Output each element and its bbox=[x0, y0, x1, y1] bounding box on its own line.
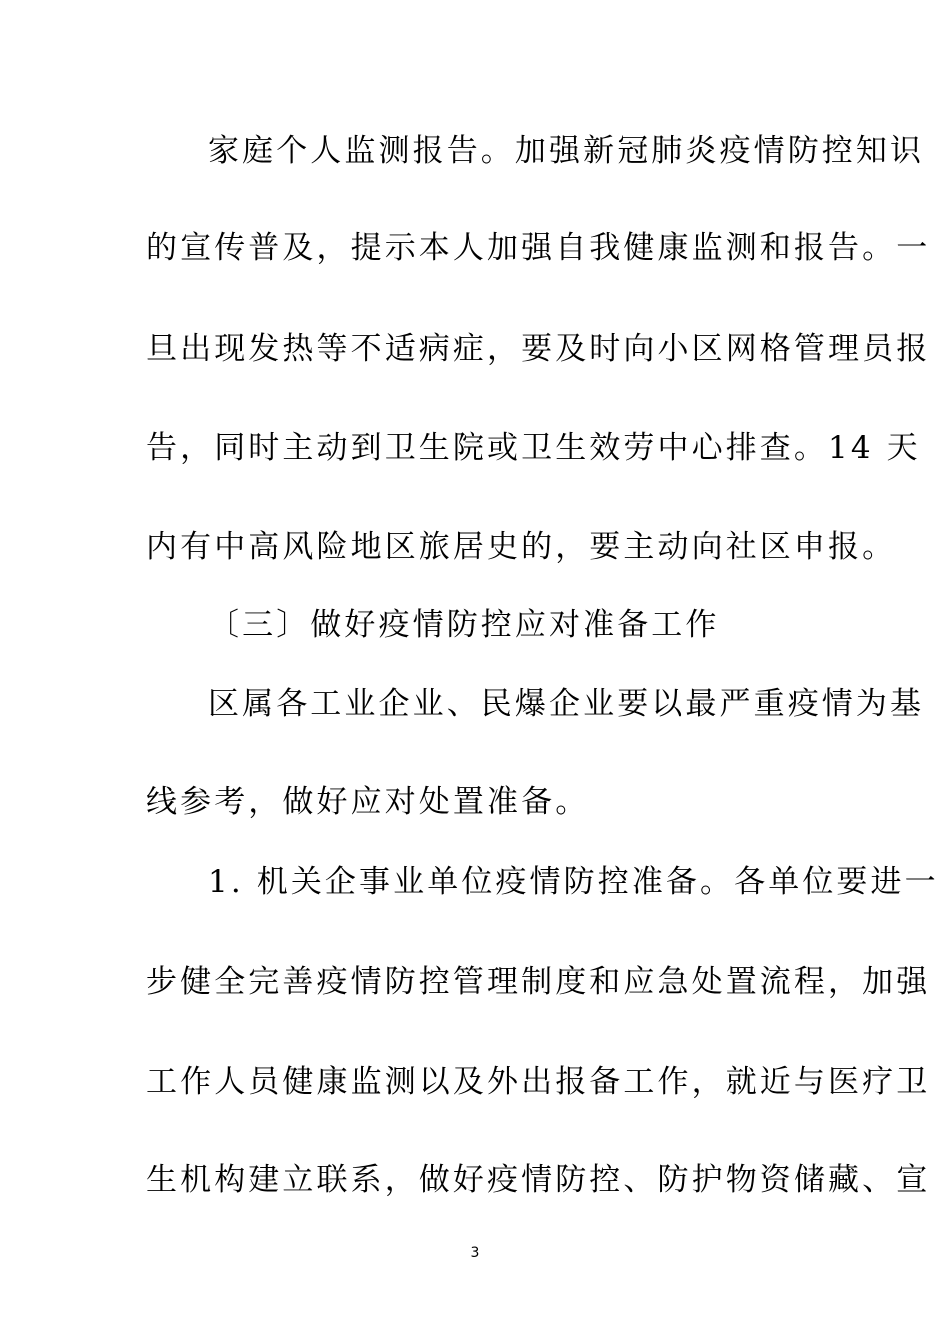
paragraph-line: 工作人员健康监测以及外出报备工作，就近与医疗卫 bbox=[146, 1064, 931, 1100]
list-item-line: 1. 机关企事业单位疫情防控准备。各单位要进一 bbox=[208, 864, 939, 900]
paragraph-line: 内有中高风险地区旅居史的，要主动向社区申报。 bbox=[146, 529, 897, 565]
paragraph-line: 家庭个人监测报告。加强新冠肺炎疫情防控知识 bbox=[208, 133, 925, 169]
paragraph-line: 的宣传普及，提示本人加强自我健康监测和报告。一 bbox=[146, 230, 931, 266]
paragraph-line: 生机构建立联系，做好疫情防控、防护物资储藏、宣 bbox=[146, 1162, 931, 1198]
paragraph-line: 区属各工业企业、民爆企业要以最严重疫情为基 bbox=[208, 686, 925, 722]
paragraph-line: 旦出现发热等不适病症，要及时向小区网格管理员报 bbox=[146, 331, 931, 367]
paragraph-line: 告，同时主动到卫生院或卫生效劳中心排查。14 天 bbox=[146, 430, 921, 466]
paragraph-line: 步健全完善疫情防控管理制度和应急处置流程，加强 bbox=[146, 964, 931, 1000]
paragraph-line: 线参考，做好应对处置准备。 bbox=[146, 784, 590, 820]
page-number: 3 bbox=[470, 1245, 480, 1261]
section-heading: 〔三〕做好疫情防控应对准备工作 bbox=[208, 607, 720, 643]
